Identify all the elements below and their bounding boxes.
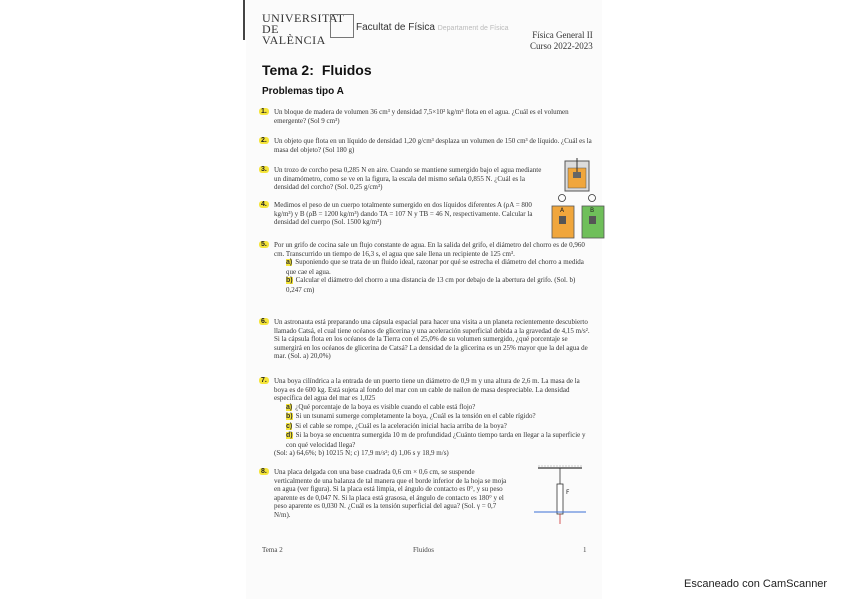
two-liquids-figure (550, 194, 606, 240)
problem-number: 8. (261, 468, 267, 475)
university-logo-icon (330, 14, 354, 38)
page-edge-line (243, 0, 245, 40)
course-info (530, 30, 593, 52)
liquid-a-label: A (560, 207, 565, 214)
page-number: 1 (583, 546, 587, 554)
problem-text: Medimos el peso de un cuerpo totalmente sumergido en dos líquidos diferentes A (ρA = 800 kg/m³) y B (ρB = 1200 kg/m³) dando TA = 107 N y TB = 46 N, respectivamente. Calcular la densidad del cuerpo (Sol. 1500 kg/m³) (274, 201, 533, 226)
problem-number: 2. (261, 137, 267, 144)
footer-left: Tema 2 (262, 546, 283, 554)
liquid-b-label: B (590, 207, 595, 214)
problem-text: Por un grifo de cocina sale un flujo constante de agua. En la salida del grifo, el diámetro del chorro es de 0,960 cm. Transcurrido un tiempo de 16,3 s, el agua que sale llena un recipiente de 125 cm³. a) Suponiendo que se trata de un fluido ideal, razonar por qué se estrecha el diámetro del chorro a medida que cae el agua. b) Calcular el diámetro del chorro a una distancia de 13 cm por debajo de la abertura del grifo. (Sol. b) 0,247 cm) (274, 241, 585, 294)
camscanner-watermark: Escaneado con CamScanner (684, 578, 828, 590)
problem-text: Un astronauta está preparando una cápsula espacial para hacer una visita a un planeta recientemente descubierto llamado Catsá, el cual tiene océanos de glicerina y una aceleración superficial debida a la gravedad de 4,15 m/s². Si la cápsula flota en los océanos de la Tierra con el 25,0% de su volumen sumergido, ¿qué porcentaje se sumergirá en los océanos de glicerina de Catsá? La densidad de la glicerina es un 25% mayor que la del agua de mar. (Sol. a) 20,0%) (274, 318, 590, 360)
problem-number: 7. (261, 377, 267, 384)
faculty-name: Facultat de Física Departament de Física (356, 22, 509, 33)
problem-number: 3. (261, 166, 267, 173)
problem-text: Un objeto que flota en un líquido de densidad 1,20 g/cm³ desplaza un volumen de 150 cm³ de líquido. ¿Cuál es la masa del objeto? (Sol 180 g) (274, 137, 592, 154)
force-label: F (566, 489, 570, 496)
problem-number: 6. (261, 318, 267, 325)
problem-number: 1. (261, 108, 267, 115)
problem-text: Una placa delgada con una base cuadrada 0,6 cm × 0,6 cm, se suspende verticalmente de una balanza de tal manera que el borde inferior de la hoja se moja en agua (ver figura). Si la placa está limpia, el ángulo de contacto es 0°, y su peso aparente es de 0,047 N. Si la placa está grasosa, el ángulo de contacto es 180° y el peso aparente es 0,030 N. ¿Cuál es la tensión superficial del agua? (Sol. γ = 0,7 N/m). (274, 468, 507, 519)
section-subtitle: Problemas tipo A (262, 86, 344, 97)
plate-balance-figure (528, 464, 592, 528)
problem-text: Un bloque de madera de volumen 36 cm³ y densidad 7,5×10² kg/m³ flota en el agua. ¿Cuál es el volumen emergente? (Sol 9 cm³) (274, 108, 569, 125)
university-logo-text: UNIVERSITAT DE VALÈNCIA (262, 11, 345, 47)
problem-text: Un trozo de corcho pesa 0,285 N en aire. Cuando se mantiene sumergido bajo el agua mediante un dinamómetro, como se ve en la figura, la escala del mismo señala 0,855 N. ¿Cuál es la densidad del corcho? (Sol. 0,25 g/cm³) (274, 166, 542, 191)
footer-center: Fluidos (413, 546, 435, 554)
problem-number: 4. (261, 201, 267, 208)
problem-text: Una boya cilíndrica a la entrada de un puerto tiene un diámetro de 0,9 m y una altura de 2,6 m. La masa de la boya es de 600 kg. Está sujeta al fondo del mar con un cable de nailon de masa despreciable. La densidad específica del agua del mar es 1,025 a) ¿Qué porcentaje de la boya es visible cuando el cable está flojo? b) Si un tsunami sumerge completamente la boya, ¿Cuál es la tensión en el cable rígido? c) Si el cable se rompe, ¿Cuál es la aceleración inicial hacia arriba de la boya? d) Si la boya se encuentra sumergida 10 m de profundidad ¿Cuánto tiempo tarda en llegar a la superficie y con qué velocidad llega? (Sol: a) 64,6%; b) 10215 N; c) 17,9 m/s²; d) 1,06 s y 18,9 m/s) (274, 377, 586, 457)
course-year: Curso 2022-2023 (530, 41, 593, 51)
dynamometer-figure (562, 158, 592, 194)
problem-number: 5. (261, 241, 267, 248)
page-title: Tema 2: Fluidos (262, 62, 372, 78)
course-name: Física General II (532, 30, 593, 40)
